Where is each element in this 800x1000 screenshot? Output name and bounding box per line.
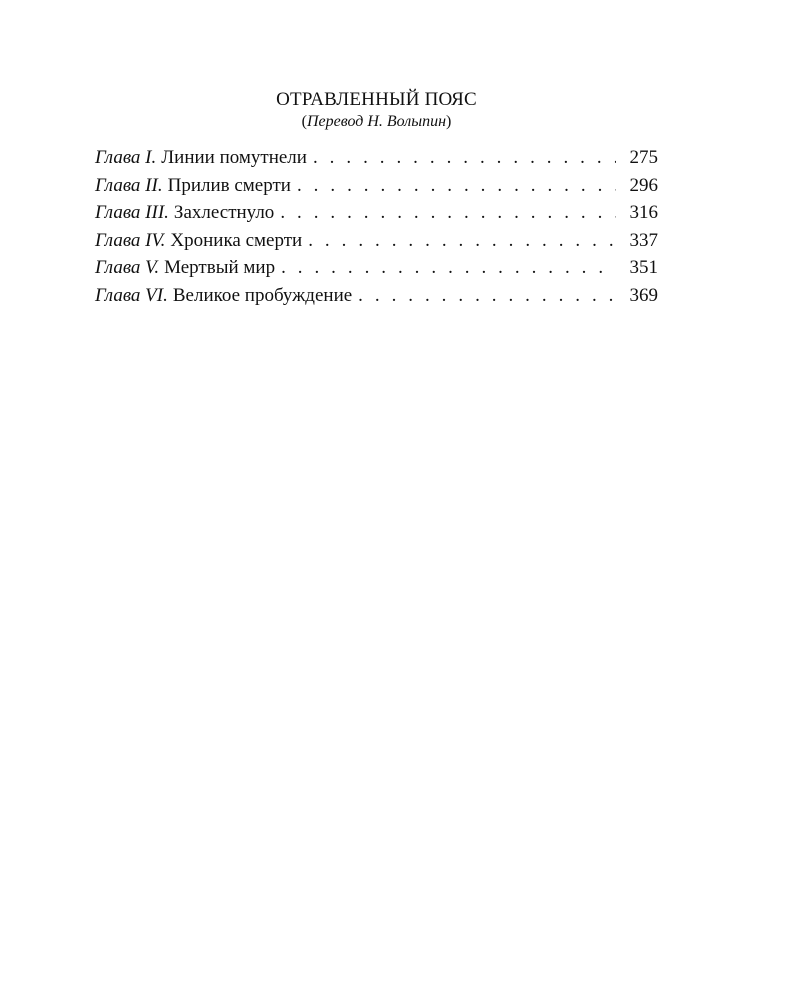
chapter-label: Глава IV. xyxy=(95,229,166,251)
chapter-title: Хроника смерти xyxy=(170,229,303,251)
page-number: 369 xyxy=(629,284,658,306)
dot-leader xyxy=(358,284,616,308)
chapter-title: Мертвый мир xyxy=(164,257,276,279)
section-heading xyxy=(95,88,658,132)
dot-leader xyxy=(308,229,616,253)
page-number: 296 xyxy=(629,174,658,196)
toc-entry[interactable] xyxy=(95,284,658,312)
chapter-label: Глава V. xyxy=(95,257,160,279)
chapter-title: Прилив смерти xyxy=(167,174,291,196)
page-number: 351 xyxy=(629,257,658,279)
chapter-title: Великое пробуждение xyxy=(172,284,353,306)
page-number: 316 xyxy=(629,202,658,224)
chapter-title: Захлестнуло xyxy=(173,202,275,224)
chapter-label: Глава VI. xyxy=(95,284,168,306)
chapter-title: Линии помутнели xyxy=(161,147,307,168)
chapter-label: Глава III. xyxy=(95,202,169,224)
dot-leader xyxy=(281,256,616,280)
subtitle-close-paren: ) xyxy=(446,113,452,130)
page-number: 337 xyxy=(629,229,658,251)
dot-leader xyxy=(313,146,616,170)
chapter-label: Глава II. xyxy=(95,174,163,196)
toc-entry[interactable] xyxy=(95,146,658,174)
section-title: ОТРАВЛЕННЫЙ ПОЯС xyxy=(276,89,477,110)
table-of-contents xyxy=(95,146,658,312)
toc-entry[interactable] xyxy=(95,174,658,202)
subtitle-translator: Перевод Н. Волыпин xyxy=(306,113,447,130)
toc-entry[interactable] xyxy=(95,256,658,284)
dot-leader xyxy=(280,201,616,225)
page-number: 275 xyxy=(629,147,658,168)
subtitle-open-paren: ( xyxy=(301,113,307,130)
chapter-label: Глава I. xyxy=(95,147,157,168)
section-subtitle xyxy=(95,112,658,132)
toc-entry[interactable] xyxy=(95,229,658,257)
toc-entry[interactable] xyxy=(95,201,658,229)
dot-leader xyxy=(297,174,616,198)
